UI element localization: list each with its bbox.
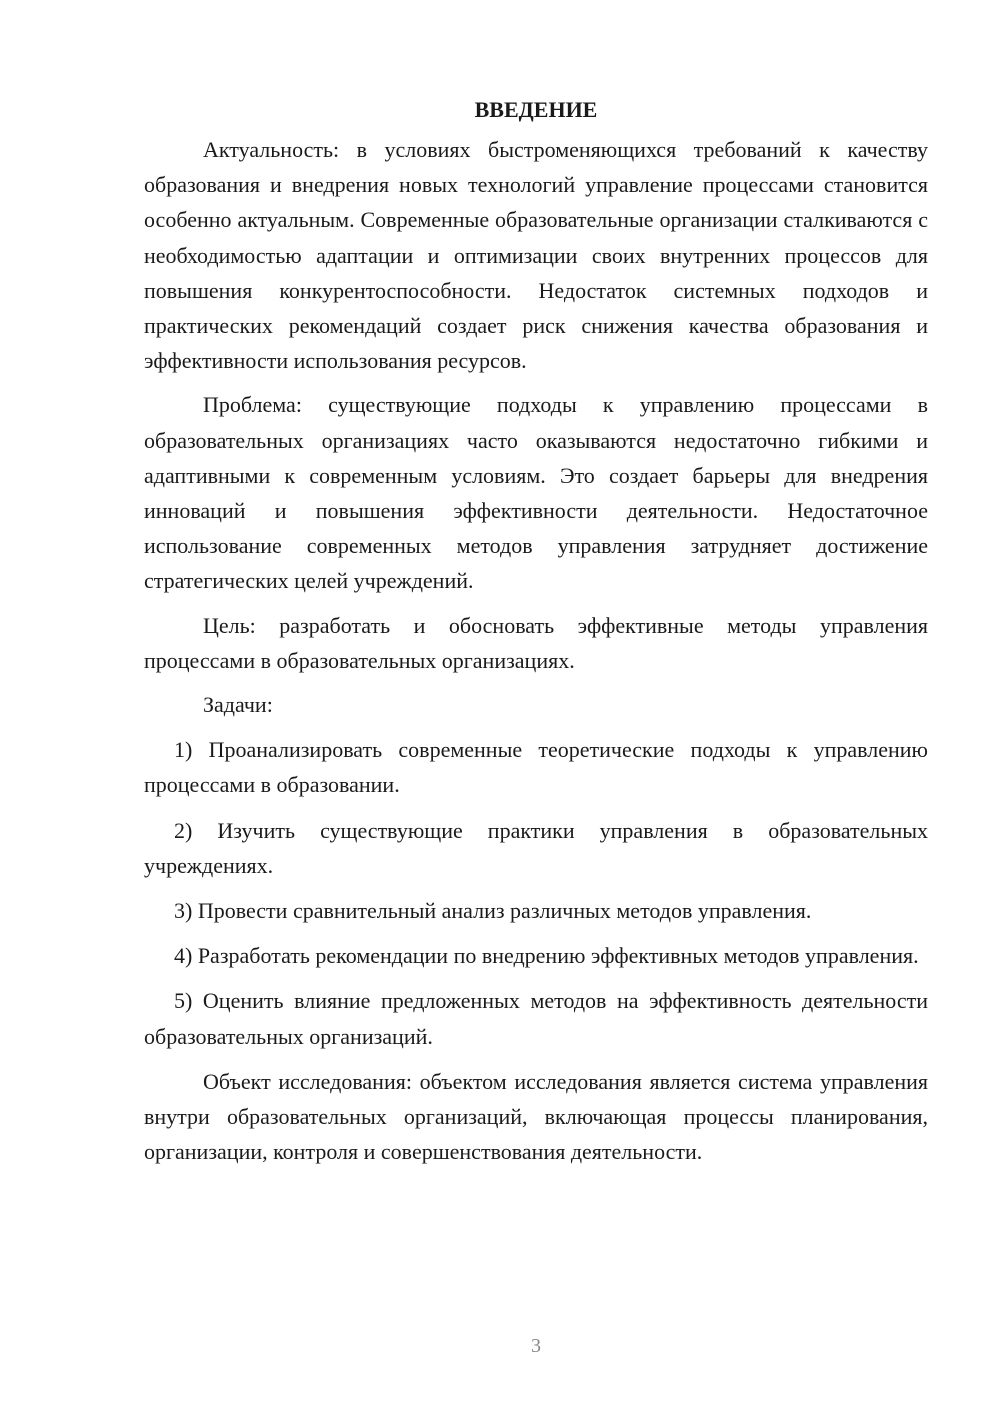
paragraph-relevance: Актуальность: в условиях быстроменяющихся требований к качеству образования и внедрения новых технологий управление процессами становится особенно актуальным. Современные образовательные организации сталкиваются с необходимостью адаптации и оптимизации своих внутренних процессов для повышения конкурентоспособности. Недостаток системных подходов и практических рекомендаций создает риск снижения качества образования и эффективности использования ресурсов.	[144, 137, 928, 374]
list-item: 1) Проанализировать современные теоретические подходы к управлению процессами в образовании.	[144, 737, 928, 798]
page-content	[144, 94, 928, 1169]
list-item: 4) Разработать рекомендации по внедрению эффективных методов управления.	[174, 943, 919, 969]
list-item: 2) Изучить существующие практики управления в образовательных учреждениях.	[144, 817, 928, 878]
paragraph-problem: Проблема: существующие подходы к управлению процессами в образовательных организациях часто оказываются недостаточно гибкими и адаптивными к современным условиям. Это создает барьеры для внедрения инноваций и повышения эффективности деятельности. Недостаточное использование современных методов управления затрудняет достижение стратегических целей учреждений.	[144, 392, 928, 594]
paragraph-goal: Цель: разработать и обосновать эффективные методы управления процессами в образовательных организациях.	[144, 612, 928, 673]
list-item: 5) Оценить влияние предложенных методов на эффективность деятельности образовательных организаций.	[144, 988, 928, 1049]
list-item: 3) Провести сравнительный анализ различных методов управления.	[174, 898, 812, 924]
tasks-label: Задачи:	[203, 692, 273, 718]
section-heading: ВВЕДЕНИЕ	[474, 97, 598, 122]
tasks-list	[144, 732, 928, 1054]
page-number: 3	[531, 1335, 541, 1357]
paragraph-object: Объект исследования: объектом исследования является система управления внутри образовательных организаций, включающая процессы планирования, организации, контроля и совершенствования деятельности.	[144, 1068, 928, 1165]
